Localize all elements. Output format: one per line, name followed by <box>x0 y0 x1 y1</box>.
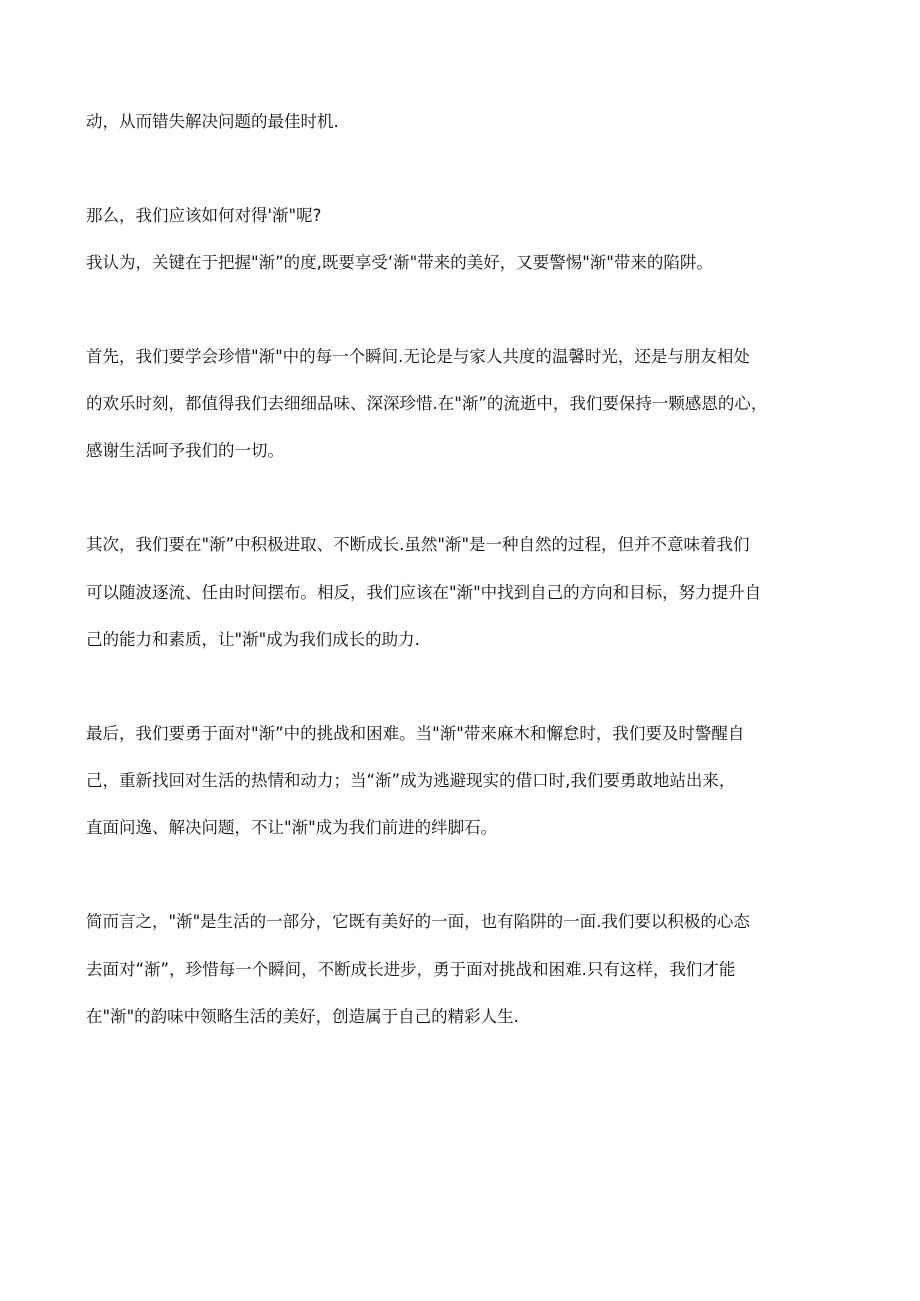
text-line-6: 感谢生活呵予我们的一切。 <box>86 441 284 460</box>
text-line-8: 可以随波逐流、任由时间摆布。相反，我们应该在"渐"中找到自己的方向和目标，努力提升自 <box>86 583 762 602</box>
text-line-15: 在"渐"的韵味中领略生活的美好，创造属于自己的精彩人生. <box>86 1007 519 1026</box>
text-line-14: 去面对“渐”，珍惜每一个瞬间，不断成长进步，勇于面对挑战和困难.只有这样，我们才能 <box>86 960 736 979</box>
text-line-9: 己的能力和素质，让"渐"成为我们成长的助力. <box>86 630 420 649</box>
text-line-1: 动，从而错失解决问题的最佳时机. <box>86 112 339 131</box>
text-line-13: 简而言之，"渐"是生活的一部分，它既有美好的一面，也有陷阱的一面.我们要以积极的心态 <box>86 912 750 931</box>
text-line-4: 首先，我们要学会珍惜"渐"中的每一个瞬间.无论是与家人共度的温馨时光，还是与朋友相处 <box>86 347 750 366</box>
text-line-2: 那么，我们应该如何对得'渐"呢? <box>86 206 322 225</box>
text-line-7: 其次，我们要在"渐”中积极进取、不断成长.虽然"渐"是一种自然的过程，但并不意味着我们 <box>86 535 750 554</box>
text-line-5: 的欢乐时刻，都值得我们去细细品味、深深珍惜.在"渐”的流逝中，我们要保持一颗感恩的心， <box>86 394 768 413</box>
text-line-12: 直面问逸、解决问题，不让"渐"成为我们前进的绊脚石。 <box>86 818 498 837</box>
text-line-11: 己，重新找回对生活的热情和动力；当“渐”成为逃避现实的借口时,我们要勇敢地站出来， <box>86 771 736 790</box>
text-line-3: 我认为，关键在于把握"渐”的度,既要享受‘渐"带来的美好，又要警惕"渐"带来的陷阱。 <box>86 253 713 272</box>
text-line-10: 最后，我们要勇于面对"渐”中的挑战和困难。当"渐"带来麻木和懈怠时，我们要及时警醒自 <box>86 724 745 743</box>
